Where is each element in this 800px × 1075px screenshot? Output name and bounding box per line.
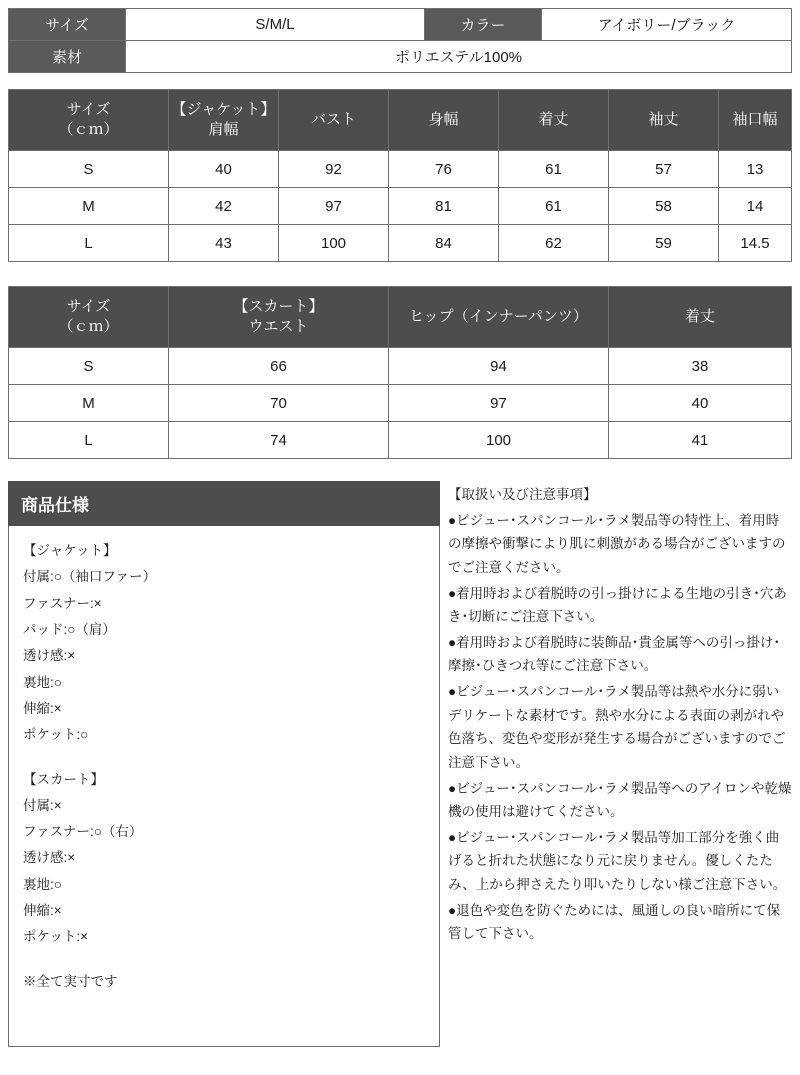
cell-length: 61 [499, 188, 609, 225]
cell-size: L [9, 225, 169, 262]
cell-width: 76 [389, 151, 499, 188]
list-item: ●退色や変色を防ぐためには、風通しの良い暗所にて保管して下さい。 [448, 902, 781, 942]
cell-length: 41 [609, 422, 792, 459]
table-row [9, 348, 792, 385]
column-header-width: 身幅 [389, 90, 499, 151]
cell-hip: 100 [389, 422, 609, 459]
cell-length: 62 [499, 225, 609, 262]
column-header-waist: 【スカート】 ウエスト [169, 287, 389, 348]
cell-size: M [9, 188, 169, 225]
spec-value-size: S/M/L [126, 9, 425, 41]
column-header-length: 着丈 [609, 287, 792, 348]
cell-shoulder: 42 [169, 188, 279, 225]
jacket-spec-item: 付属:○（袖口ファー） [23, 569, 157, 585]
skirt-spec-item: ポケット:× [23, 929, 88, 945]
column-header-size: サイズ （ｃｍ） [9, 287, 169, 348]
column-header-length: 着丈 [499, 90, 609, 151]
measurement-footnote: ※全て実寸です [23, 973, 118, 989]
cell-cuff: 14 [719, 188, 792, 225]
cell-waist: 74 [169, 422, 389, 459]
column-header-shoulder: 【ジャケット】 肩幅 [169, 90, 279, 151]
column-header-size: サイズ （ｃｍ） [9, 90, 169, 151]
cell-size: L [9, 422, 169, 459]
cell-hip: 97 [389, 385, 609, 422]
cell-width: 84 [389, 225, 499, 262]
list-item: ●ビジュー･スパンコール･ラメ製品等加工部分を強く曲げると折れた状態になり元に戻りません。優しくたたみ、上から押さえたり叩いたりしない様ご注意下さい。 [448, 829, 787, 892]
jacket-spec-item: 裏地:○ [23, 674, 62, 690]
spec-label-material: 素材 [9, 41, 126, 73]
skirt-spec-item: 付属:× [23, 797, 62, 813]
spec-value-material: ポリエステル100% [126, 41, 792, 73]
spec-label-color: カラー [425, 9, 542, 41]
cell-waist: 66 [169, 348, 389, 385]
table-row [9, 385, 792, 422]
cell-length: 38 [609, 348, 792, 385]
cell-bust: 97 [279, 188, 389, 225]
table-row [9, 422, 792, 459]
jacket-spec-item: ポケット:○ [23, 727, 89, 743]
table-row [9, 41, 792, 73]
skirt-spec-heading: 【スカート】 [23, 771, 104, 787]
skirt-spec-item: ファスナー:○（右） [23, 824, 143, 840]
notice-list [448, 509, 792, 946]
jacket-spec-heading: 【ジャケット】 [23, 543, 117, 558]
cell-shoulder: 40 [169, 151, 279, 188]
cell-size: S [9, 348, 169, 385]
column-header-sleeve: 袖丈 [609, 90, 719, 151]
cell-width: 81 [389, 188, 499, 225]
table-row [9, 151, 792, 188]
cell-hip: 94 [389, 348, 609, 385]
cell-length: 40 [609, 385, 792, 422]
spec-label-size: サイズ [9, 9, 126, 41]
column-header-bust: バスト [279, 90, 389, 151]
product-detail-page [0, 8, 800, 1075]
jacket-spec-item: パッド:○（肩） [23, 621, 116, 637]
cell-size: S [9, 151, 169, 188]
spacer [23, 749, 425, 767]
jacket-measurement-table [8, 89, 792, 262]
list-item: ●ビジュー･スパンコール･ラメ製品等へのアイロンや乾燥機の使用は避けてください。 [448, 780, 792, 820]
jacket-spec-item: 伸縮:× [23, 700, 62, 716]
cell-bust: 100 [279, 225, 389, 262]
cell-waist: 70 [169, 385, 389, 422]
table-row [9, 225, 792, 262]
table-row [9, 188, 792, 225]
skirt-spec-item: 伸縮:× [23, 903, 62, 919]
list-item: ●着用時および着脱時の引っ掛けによる生地の引き･穴あき･切断にご注意下さい。 [448, 585, 787, 625]
skirt-spec-item: 透け感:× [23, 850, 76, 866]
jacket-spec-item: 透け感:× [23, 648, 76, 664]
cell-sleeve: 59 [609, 225, 719, 262]
spec-value-color: アイボリー/ブラック [542, 9, 792, 41]
list-item: ●ビジュー･スパンコール･ラメ製品等は熱や水分に弱いデリケートな素材です。熱や水分による表面の剥がれや色落ち、変色や変形が発生する場合がございますのでご注意下さい。 [448, 684, 786, 770]
table-header-row [9, 287, 792, 348]
bottom-section [8, 481, 792, 1047]
cell-shoulder: 43 [169, 225, 279, 262]
spacer [23, 951, 425, 969]
cell-cuff: 14.5 [719, 225, 792, 262]
notice-panel [448, 481, 792, 948]
notice-title: 【取扱い及び注意事項】 [448, 487, 597, 502]
table-header-row [9, 90, 792, 151]
skirt-spec-item: 裏地:○ [23, 876, 62, 892]
table-row [9, 9, 792, 41]
jacket-spec-item: ファスナー:× [23, 595, 102, 611]
product-spec-title: 商品仕様 [8, 481, 440, 526]
list-item: ●ビジュー･スパンコール･ラメ製品等の特性上、着用時の摩擦や衝撃により肌に刺激がある場合がございますのでご注意ください。 [448, 512, 786, 575]
column-header-cuff: 袖口幅 [719, 90, 792, 151]
list-item: ●着用時および着脱時に装飾品･貴金属等への引っ掛け･摩擦･ひきつれ等にご注意下さい。 [448, 634, 781, 674]
skirt-measurement-table [8, 286, 792, 459]
cell-sleeve: 58 [609, 188, 719, 225]
cell-cuff: 13 [719, 151, 792, 188]
cell-sleeve: 57 [609, 151, 719, 188]
column-header-hip: ヒップ（インナーパンツ） [389, 287, 609, 348]
cell-size: M [9, 385, 169, 422]
cell-bust: 92 [279, 151, 389, 188]
product-spec-body [9, 526, 439, 1046]
product-spec-panel [8, 481, 440, 1047]
spec-table [8, 8, 792, 73]
cell-length: 61 [499, 151, 609, 188]
